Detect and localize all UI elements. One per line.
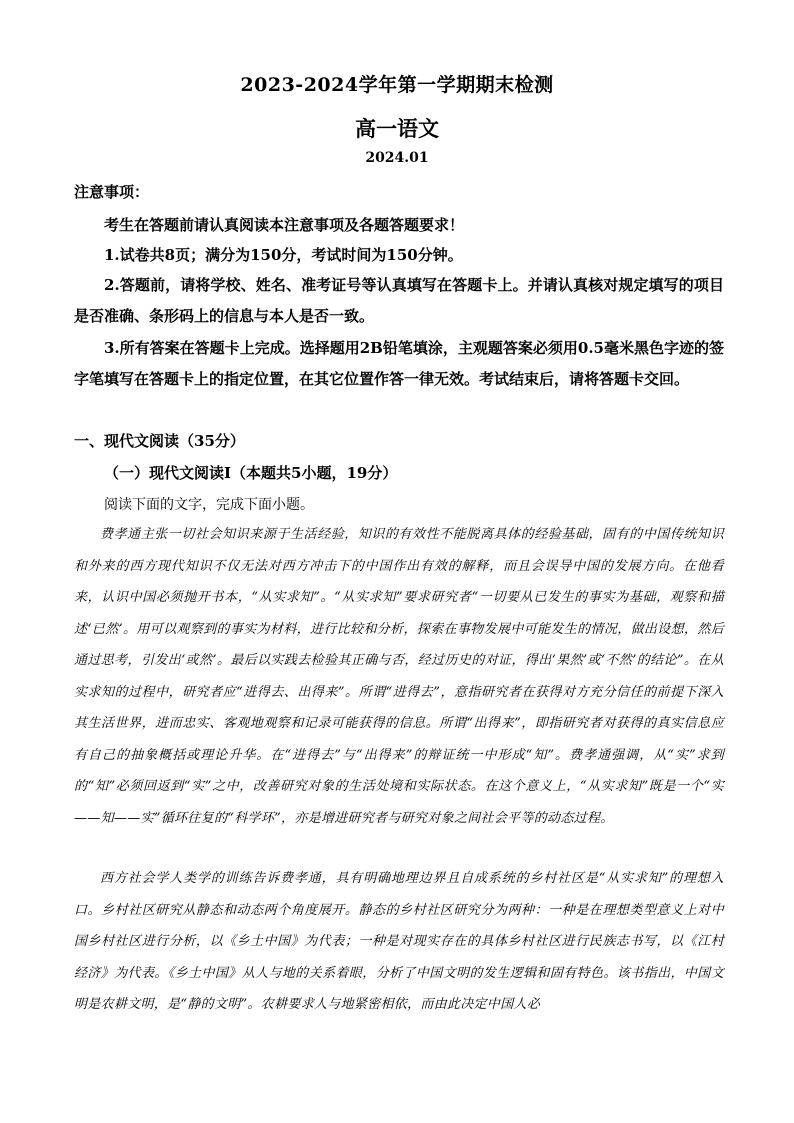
subsection-heading: （一）现代文阅读Ⅰ（本题共5小题，19分） <box>104 464 398 482</box>
exam-date: 2024.01 <box>365 150 429 166</box>
passage-paragraph: 费孝通主张一切社会知识来源于生活经验，知识的有效性不能脱离具体的经验基础，固有的中国传统知识和外来的西方现代知识不仅无法对西方冲击下的中国作出有效的解释，而且会误导中国的发展方向。在他看来，认识中国必须抛开书本，“从实求知”。“从实求知”要求研究者“一切要从已发生的事实为基础，观察和描述‘已然’。用可以观察到的事实为材料，进行比较和分析，探索在事物发展中可能发生的情况，做出设想，然后通过思考，引发出‘或然’。最后以实践去检验其正确与否，经过历史的对证，得出‘果然’或‘不然’的结论”。在从实求知的过程中，研究者应“进得去、出得来”。所谓“进得去”，意指研究者在获得对方充分信任的前提下深入其生活世界，进而忠实、客观地观察和记录可能获得的信息。所谓“出得来”，即指研究者对获得的真实信息应有自己的抽象概括或理论升华。在“进得去”与“出得来”的辩证统一中形成“知”。费孝通强调，从“实”求到的“知”必须回返到“实”之中，改善研究对象的生活处境和实际状态。在这个意义上，“从实求知”既是一个“实——知——实”循环往复的“科学环”，亦是增进研究者与研究对象之间社会平等的动态过程。 <box>74 527 724 826</box>
subject-title: 高一语文 <box>355 116 439 141</box>
note-item: 3.所有答案在答题卡上完成。选择题用2B铅笔填涂，主观题答案必须用0.5毫米黑色字迹的签字笔填写在答题卡上的指定位置，在其它位置作答一律无效。考试结束后，请将答题卡交回。 <box>74 339 724 388</box>
note-item: 考生在答题前请认真阅读本注意事项及各题答题要求！ <box>104 216 465 234</box>
passage-paragraph: 西方社会学人类学的训练告诉费孝通，具有明确地理边界且自成系统的乡村社区是“从实求知”的理想入口。乡村社区研究从静态和动态两个角度展开。静态的乡村社区研究分为两种：一种是在理想类型意义上对中国乡村社区进行分析，以《乡土中国》为代表；一种是对现实存在的具体乡村社区进行民族志书写，以《江村经济》为代表。《乡土中国》从人与地的关系着眼，分析了中国文明的发生逻辑和固有特色。该书指出，中国文明是农耕文明，是“静的文明”。农耕要求人与地紧密相依，而由此决定中国人必 <box>74 871 724 1012</box>
exam-title: 2023-2024学年第一学期期末检测 <box>240 74 554 96</box>
note-item: 2.答题前，请将学校、姓名、准考证号等认真填写在答题卡上。并请认真核对规定填写的项目是否准确、条形码上的信息与本人是否一致。 <box>74 276 724 325</box>
section-heading: 一、现代文阅读（35分） <box>74 432 245 450</box>
notes-heading: 注意事项： <box>74 183 150 201</box>
reading-instruction: 阅读下面的文字，完成下面小题。 <box>104 497 314 513</box>
note-item: 1.试卷共8页；满分为150分，考试时间为150分钟。 <box>104 246 463 264</box>
